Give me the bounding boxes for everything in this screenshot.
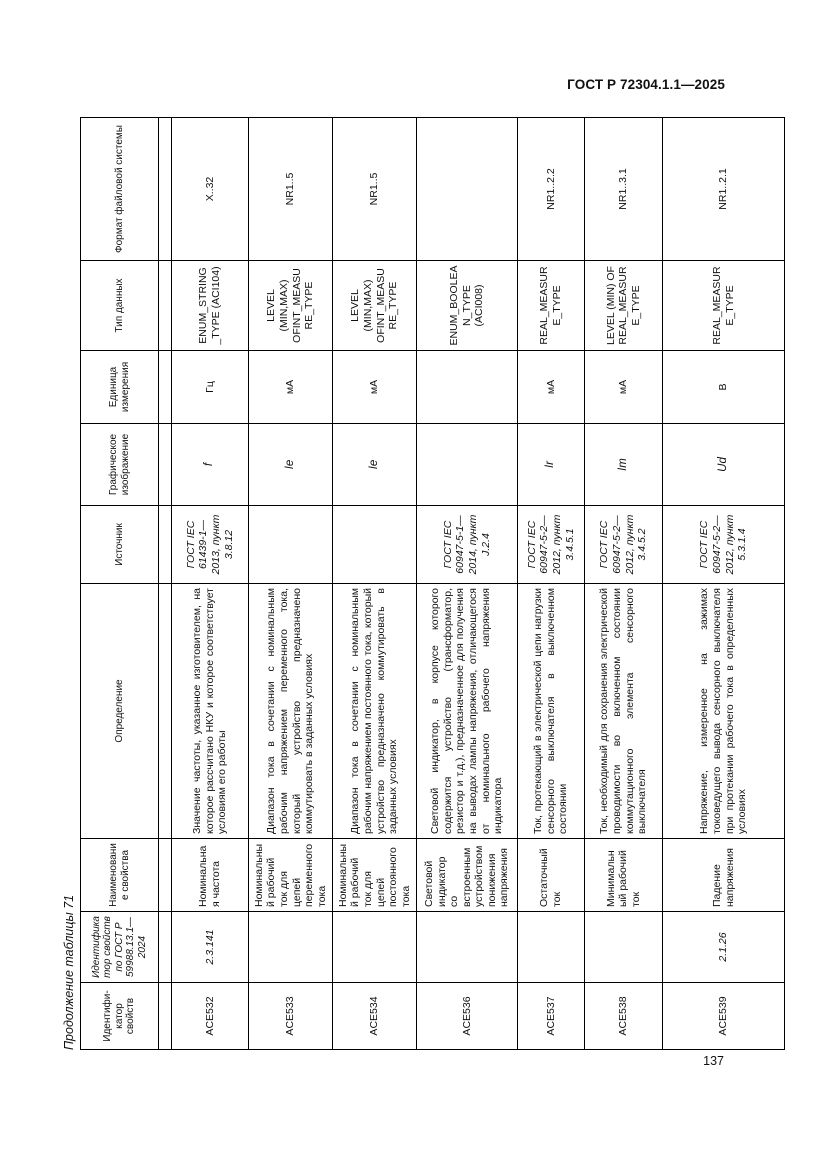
cell-unit: мА [518, 351, 585, 424]
cell-symbol: Ir [518, 424, 585, 506]
cell-symbol: Im [585, 424, 663, 506]
cell-format: NR1..3.1 [585, 118, 663, 261]
cell-definition: Напряжение, измеренное на зажимах токоведущего вывода сенсорного выключателя при протекании рабочего тока в определенных условиях [663, 584, 785, 839]
cell-id: ACE533 [249, 983, 333, 1050]
cell-definition: Ток, необходимый для сохранения электрической проводимости во включенном состоянии коммутационного элемента сенсорного выключателя [585, 584, 663, 839]
cell-ref-id [518, 912, 585, 983]
cell-name: Минимальный рабочий ток [585, 839, 663, 912]
cell-definition: Диапазон тока в сочетании с номинальным рабочим напряжением переменного тока, который устройство предназначено коммутировать в заданных условиях [249, 584, 333, 839]
cell-source: ГОСТ IEC 60947-5-1—2014, пункт J.2.4 [417, 506, 518, 584]
table-row [585, 118, 663, 1050]
cell-definition: Ток, протекающий в электрической цепи нагрузки сенсорного выключателя в выключенном состоянии [518, 584, 585, 839]
cell-symbol: Ud [663, 424, 785, 506]
header-type: Тип данных [81, 261, 159, 351]
cell-name: Падение напряжения [663, 839, 785, 912]
cell-type: LEVEL (MIN,MAX) OFINT_MEASURE_TYPE [249, 261, 333, 351]
header-ref-id: Идентификатор свойств по ГОСТ Р 59988.13.1—2024 [81, 912, 159, 983]
table-row [333, 118, 417, 1050]
cell-source: ГОСТ IEC 61439-1—2013, пункт 3.8.12 [172, 506, 249, 584]
cell-format: NR1..2.1 [663, 118, 785, 261]
cell-unit: мА [333, 351, 417, 424]
cell-symbol: Ie [249, 424, 333, 506]
header-source: Источник [81, 506, 159, 584]
cell-symbol: Ie [333, 424, 417, 506]
cell-type: ENUM_BOOLEAN_TYPE (ACI008) [417, 261, 518, 351]
header-id: Идентифи-катор свойств [81, 983, 159, 1050]
cell-unit: В [663, 351, 785, 424]
cell-name: Номинальная частота [172, 839, 249, 912]
properties-table [80, 117, 785, 1050]
cell-unit: Гц [172, 351, 249, 424]
page-number: 137 [703, 1054, 724, 1068]
cell-id: ACE534 [333, 983, 417, 1050]
header-definition: Определение [81, 584, 159, 839]
cell-definition: Значение частоты, указанное изготовителем, на которое рассчитано НКУ и которое соответствует условиям его работы [172, 584, 249, 839]
cell-source: ГОСТ IEC 60947-5-2—2012, пункт 3.4.5.2 [585, 506, 663, 584]
cell-unit: мА [249, 351, 333, 424]
header-spacer-row [159, 118, 172, 1050]
cell-source [249, 506, 333, 584]
cell-symbol: f [172, 424, 249, 506]
cell-id: ACE539 [663, 983, 785, 1050]
rotated-table-region [60, 118, 749, 1050]
cell-format: NR1..5 [249, 118, 333, 261]
cell-source: ГОСТ IEC 60947-5-2—2012, пункт 5.3.1.4 [663, 506, 785, 584]
cell-name: Номинальный рабочий ток для цепей переменного тока [249, 839, 333, 912]
table-row [417, 118, 518, 1050]
cell-ref-id [585, 912, 663, 983]
cell-ref-id: 2.1.26 [663, 912, 785, 983]
cell-format: X..32 [172, 118, 249, 261]
cell-definition: Диапазон тока в сочетании с номинальным рабочим напряжением постоянного тока, который устройство предназначено коммутировать в заданных условиях [333, 584, 417, 839]
cell-id: ACE537 [518, 983, 585, 1050]
cell-type: LEVEL (MIN) OF REAL_MEASURE_TYPE [585, 261, 663, 351]
cell-type: ENUM_STRING_TYPE (ACI104) [172, 261, 249, 351]
header-format: Формат файловой системы [81, 118, 159, 261]
cell-unit: мА [585, 351, 663, 424]
cell-type: REAL_MEASURE_TYPE [663, 261, 785, 351]
table-caption: Продолжение таблицы 71 [62, 894, 76, 1050]
cell-source [333, 506, 417, 584]
cell-symbol [417, 424, 518, 506]
document-standard-header: ГОСТ Р 72304.1.1—2025 [567, 77, 725, 92]
cell-ref-id [333, 912, 417, 983]
cell-name: Световой индикатор со встроенным устройством понижения напряжения [417, 839, 518, 912]
header-name: Наименование свойства [81, 839, 159, 912]
header-symbol: Графическое изображение [81, 424, 159, 506]
cell-type: LEVEL (MIN,MAX) OFINT_MEASURE_TYPE [333, 261, 417, 351]
cell-ref-id: 2.3.141 [172, 912, 249, 983]
cell-name: Остаточный ток [518, 839, 585, 912]
cell-ref-id [417, 912, 518, 983]
cell-ref-id [249, 912, 333, 983]
table-row [663, 118, 785, 1050]
cell-definition: Световой индикатор, в корпусе которого содержится устройство (трансформатор, резистор и т.д.), предназначенное для получения на выводах лампы напряжения, отличающегося от номинального рабочего напряжения индикатора [417, 584, 518, 839]
cell-source: ГОСТ IEC 60947-5-2—2012, пункт 3.4.5.1 [518, 506, 585, 584]
table-header-row [81, 118, 159, 1050]
cell-format: NR1..2.2 [518, 118, 585, 261]
header-unit: Единица измерения [81, 351, 159, 424]
rotated-landscape-content [60, 118, 749, 1050]
cell-format [417, 118, 518, 261]
cell-unit [417, 351, 518, 424]
cell-id: ACE536 [417, 983, 518, 1050]
cell-id: ACE538 [585, 983, 663, 1050]
table-row [518, 118, 585, 1050]
table-row [172, 118, 249, 1050]
cell-format: NR1..5 [333, 118, 417, 261]
cell-id: ACE532 [172, 983, 249, 1050]
table-row [249, 118, 333, 1050]
cell-name: Номинальный рабочий ток для цепей постоянного тока [333, 839, 417, 912]
cell-type: REAL_MEASURE_TYPE [518, 261, 585, 351]
